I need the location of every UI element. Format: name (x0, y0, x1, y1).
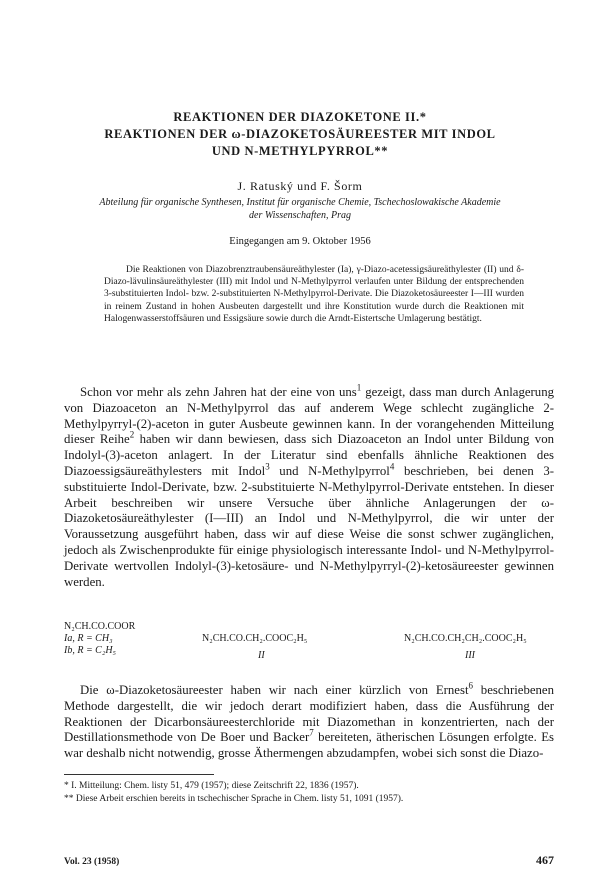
ref-1: 1 (356, 382, 362, 393)
ref-6: 6 (468, 680, 473, 691)
p1-text-a: Schon vor mehr als zehn Jahren hat der eine von uns (80, 385, 357, 399)
p2-text-c: bereiteten, ätherischen Lösungen erfolgte. Es war deshalb nicht notwendig, grosse Äthermengen abzudampfen, wobei sich sonst die Diazo- (64, 730, 554, 761)
formula-II-label: II (258, 650, 265, 661)
formula-I (64, 621, 135, 657)
abstract: Die Reaktionen von Diazobrenztraubensäureäthylester (Ia), γ-Diazo-acetessigsäureäthylester (II) und δ-Diazo-lävulinsäureäthylester (III) mit Indol und N-Methylpyrrol verlaufen unter Bildung der entsprechenden 3-substituierten Indol- bzw. 2-substituierten N-Methylpyrrol-Derivate. Die Diazoketosäureester I—III wurden in reinem Zustand in hohen Ausbeuten dargestellt und ihre Konstitution wurde durch die Reaktionen mit Halogenwasserstoffsäuren und Essigsäure sowie durch die Arndt-Eistertsche Umlagerung bestätigt. (104, 265, 524, 324)
page-number: 467 (536, 853, 554, 867)
ref-3: 3 (265, 461, 270, 472)
title-line-1: REAKTIONEN DER DIAZOKETONE II.* (173, 110, 427, 124)
formula-Ib-label: Ib, R = C₂H₅ (64, 645, 117, 656)
formula-I-structure: N₂CH.CO.COOR (64, 621, 136, 632)
ref-2: 2 (129, 430, 135, 441)
p1-text-b: gezeigt, dass man durch Anlagerung von Diazoaceton an N-Methylpyrrol das auf anderem Wege schlecht zugängliche 2-Methylpyrryl-(2)-aceton in guter Ausbeute gewinnen kann. In der vorangehenden Mitteilung dieser Reihe (64, 385, 554, 447)
body-paragraph-2 (64, 680, 554, 762)
p1-text-d: und N-Methylpyrrol (269, 463, 390, 478)
volume-info: Vol. 23 (1958) (64, 857, 120, 867)
title-line-2: REAKTIONEN DER ω-DIAZOKETOSÄUREESTER MIT INDOL (104, 127, 496, 141)
footnote-divider (64, 774, 214, 775)
affiliation (30, 196, 570, 222)
p1-text-e: beschrieben, bei denen 3-substituierte Indol-Derivate, bzw. 2-substituierte N-Methylpyrrol-Derivate entstehen. In dieser Arbeit beschreiben wir unsere Versuche über ähnliche Anlagerungen der ω-Diazoketosäureäthylester (I—III) an Indol und N-Methylpyrrol, die wir unter der Voraussetzung ausgeführt haben, dass wir auf diese Weise die sonst schwer zugänglichen, jedoch als Zwischenprodukte für einige physiologisch interessante Indol- und N-Methylpyrrol-Derivate wertvollen Indolyl-(3)-ketosäure- und N-Methylpyrryl-(2)-ketosäureester gewinnen werden. (64, 463, 554, 589)
p2-text-a: Die ω-Diazoketosäureester haben wir nach einer kürzlich von Ernest (80, 683, 469, 697)
ref-4: 4 (389, 461, 395, 472)
body-paragraph-1 (64, 382, 554, 590)
ref-7: 7 (309, 728, 314, 739)
formula-III-label: III (465, 650, 475, 661)
title-line-3: UND N-METHYLPYRROL** (211, 144, 389, 158)
footnote-1: * I. Mitteilung: Chem. listy 51, 479 (1957); diese Zeitschrift 22, 1836 (1957). (64, 781, 359, 791)
p1-text-c: haben wir dann bewiesen, dass sich Diazoaceton an Indol unter Bildung von Indolyl-(3)-aceton anlagert. In der Literatur sind ebenfalls ähnliche Reaktionen des Diazoessigsäureäthylesters mit Indol (64, 432, 554, 478)
affiliation-line-1: Abteilung für organische Synthesen, Institut für organische Chemie, Tschechoslowakische Akademie (99, 197, 501, 208)
affiliation-line-2: der Wissenschaften, Prag (249, 210, 351, 221)
formula-III: N₂CH.CO.CH₂CH₂.COOC₂H₅ (404, 633, 527, 644)
formula-II: N₂CH.CO.CH₂.COOC₂H₅ (202, 633, 308, 644)
received-date: Eingegangen am 9. Oktober 1956 (229, 236, 371, 247)
footnote-2: ** Diese Arbeit erschien bereits in tschechischer Sprache in Chem. listy 51, 1091 (1957). (64, 794, 404, 804)
authors: J. Ratuský und F. Šorm (237, 179, 363, 193)
p2-text-b: beschriebenen Methode dargestellt, die wir jedoch derart modifiziert haben, dass die Ausführung der Reaktionen der Dicarbonsäureesterchloride mit Diazomethan in konzentrierten, nach der Destillationsmethode von De Boer und Backer (64, 683, 554, 745)
formula-Ia-label: Ia, R = CH₃ (64, 633, 113, 644)
